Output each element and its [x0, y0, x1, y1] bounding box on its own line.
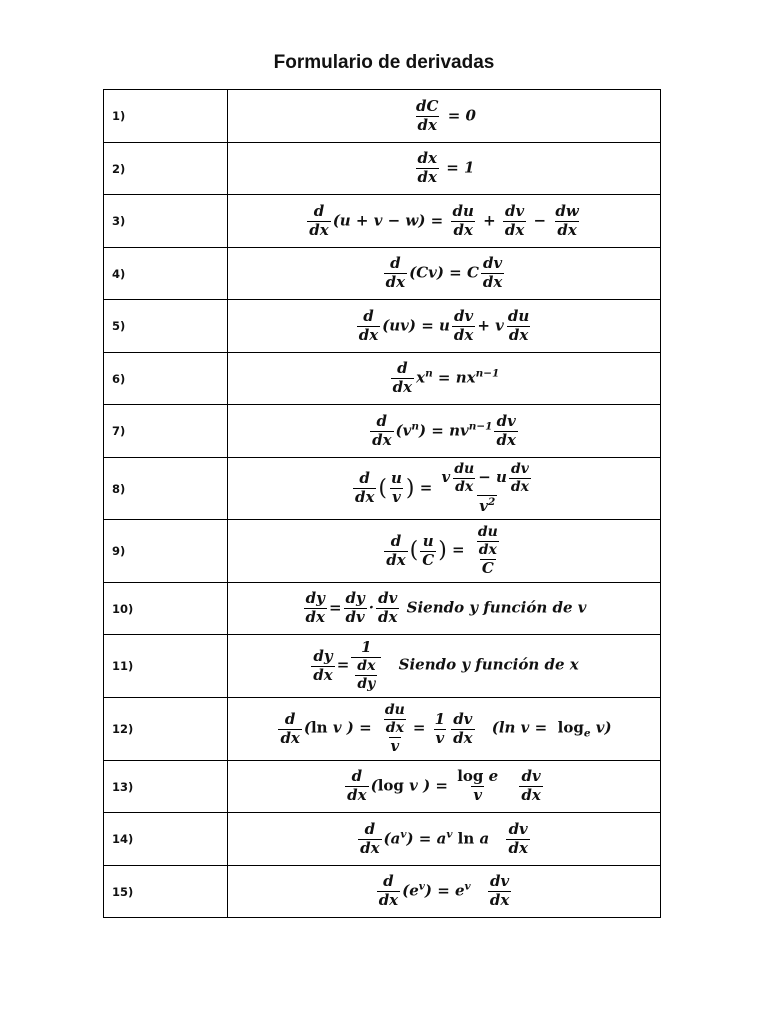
table-row [104, 813, 661, 866]
condition-text: Siendo y función de v [406, 598, 587, 617]
table-row [104, 353, 661, 405]
row-number: 14) [104, 813, 228, 866]
table-row [104, 300, 661, 353]
table-row [104, 248, 661, 300]
formula: $\frac{d}{dx}$ $(e^v) = e^v$ $\frac{dv}{dx}$ [228, 866, 661, 918]
table-row [104, 90, 661, 143]
formula: $\frac{d}{dx}$ $(v^n) = nv^{n-1}$ $\frac{dv}{dx}$ [228, 405, 661, 458]
row-number: 3) [104, 195, 228, 248]
row-number: 1) [104, 90, 228, 143]
row-number: 7) [104, 405, 228, 458]
formula-table [103, 89, 661, 918]
formula: $\frac{d}{dx}$ (ln v ) = $\frac{\frac{du}{dx}}{v}$ = $\frac{1}{v}$ $\frac{dv}{dx}$ (ln $v = \log_e v$) [228, 698, 661, 761]
row-number: 15) [104, 866, 228, 918]
table-row [104, 458, 661, 520]
row-number: 5) [104, 300, 228, 353]
formula: $\frac{dx}{dx}$ = 1 [228, 143, 661, 195]
formula: $\frac{d}{dx}$ ( $\frac{u}{C}$ ) = $\frac{\frac{du}{dx}}{C}$ [228, 520, 661, 583]
formula: $\frac{d}{dx}$ $(a^v) = a^v$ ln a $\frac{dv}{dx}$ [228, 813, 661, 866]
formula: $\frac{d}{dx}$ (u + v − w) = $\frac{du}{dx}$ + $\frac{dv}{dx}$ − $\frac{dw}{dx}$ [228, 195, 661, 248]
row-number: 8) [104, 458, 228, 520]
table-row [104, 405, 661, 458]
formula: $\frac{dy}{dx}$ = $\frac{1}{\frac{dx}{dy}}$ Siendo y función de x [228, 635, 661, 698]
table-row [104, 698, 661, 761]
row-number: 13) [104, 761, 228, 813]
row-number: 10) [104, 583, 228, 635]
table-row [104, 195, 661, 248]
formula: $\frac{d}{dx}$ ( $\frac{u}{v}$ ) = v $\frac{du}{dx}$ − u $\frac{dv}{dx}$ $v^2$ [228, 458, 661, 520]
row-number: 11) [104, 635, 228, 698]
table-row [104, 635, 661, 698]
table-row [104, 143, 661, 195]
table-row [104, 866, 661, 918]
row-number: 6) [104, 353, 228, 405]
row-number: 9) [104, 520, 228, 583]
formula: $\frac{dC}{dx}$ = 0 [228, 90, 661, 143]
table-row [104, 520, 661, 583]
row-number: 2) [104, 143, 228, 195]
formula: $\frac{dy}{dx}$ = $\frac{dy}{dv}$ · $\frac{dv}{dx}$ Siendo y función de v [228, 583, 661, 635]
table-row [104, 761, 661, 813]
formula: $\frac{d}{dx}$ (uv) = u $\frac{dv}{dx}$ + v $\frac{du}{dx}$ [228, 300, 661, 353]
table-row [104, 583, 661, 635]
condition-text: Siendo y función de x [398, 656, 579, 674]
formula: $\frac{d}{dx}$ $x^n = nx^{n-1}$ [228, 353, 661, 405]
formula: $\frac{d}{dx}$ (log v ) = $\frac{\text{log e}}{v}$ $\frac{dv}{dx}$ [228, 761, 661, 813]
row-number: 4) [104, 248, 228, 300]
formula: $\frac{d}{dx}$ (Cv) = C $\frac{dv}{dx}$ [228, 248, 661, 300]
row-number: 12) [104, 698, 228, 761]
page-title: Formulario de derivadas [273, 52, 495, 73]
